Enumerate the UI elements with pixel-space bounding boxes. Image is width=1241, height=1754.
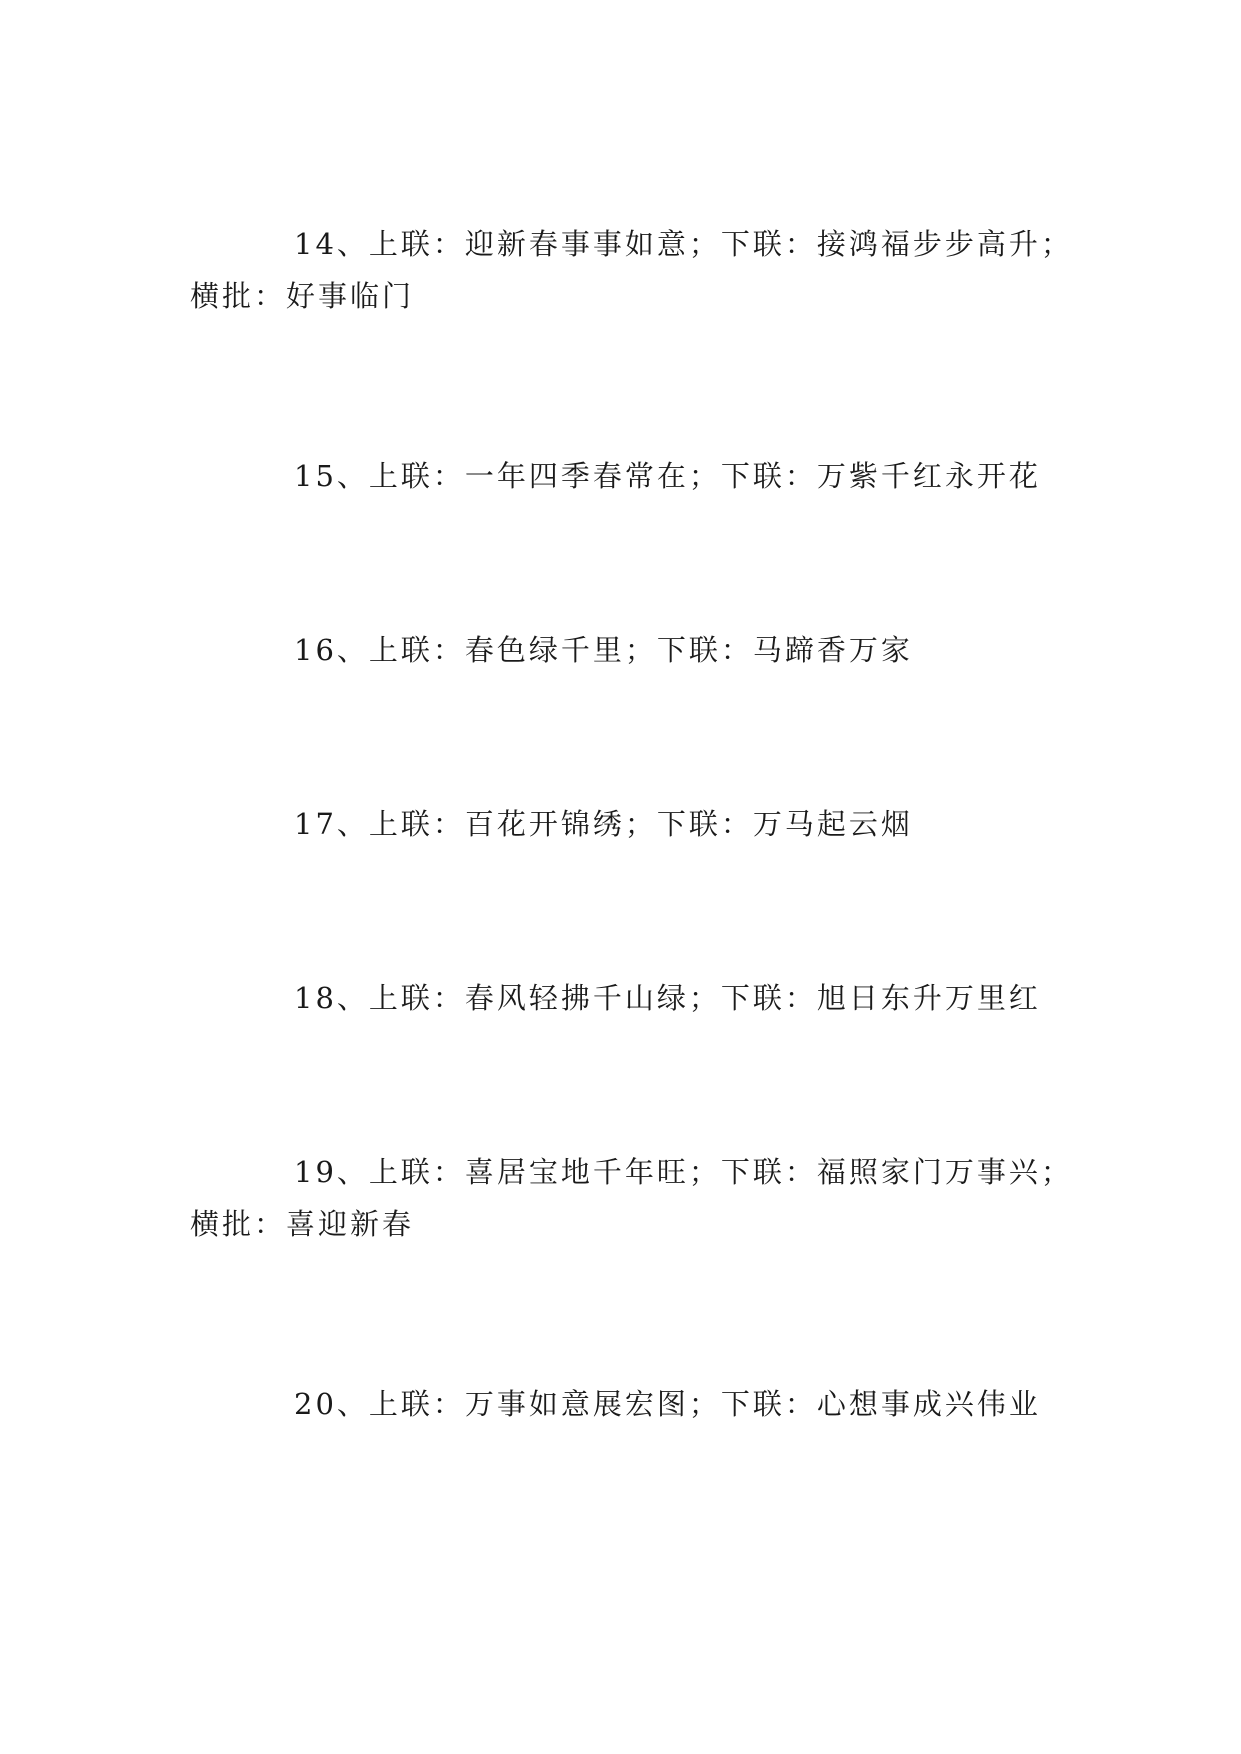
couplet-entry-15 [190,450,1090,502]
couplet-horizontal-scroll: 横批：喜迎新春 [190,1207,415,1241]
couplet-entry-17 [190,798,1090,850]
couplet-line: 17、上联：百花开锦绣；下联：万马起云烟 [294,807,913,841]
couplet-line: 14、上联：迎新春事事如意；下联：接鸿福步步高升； [294,227,1073,261]
couplet-line: 15、上联：一年四季春常在；下联：万紫千红永开花 [294,459,1041,493]
couplet-entry-18 [190,972,1090,1024]
couplet-line: 18、上联：春风轻拂千山绿；下联：旭日东升万里红 [294,981,1041,1015]
couplet-entry-16 [190,624,1090,676]
couplet-line: 19、上联：喜居宝地千年旺；下联：福照家门万事兴； [294,1155,1073,1189]
couplet-entry-20 [190,1378,1090,1430]
couplet-line: 20、上联：万事如意展宏图；下联：心想事成兴伟业 [294,1387,1041,1421]
couplet-line: 16、上联：春色绿千里；下联：马蹄香万家 [294,633,913,667]
couplet-horizontal-scroll: 横批：好事临门 [190,279,415,313]
couplet-entry-14 [190,218,1090,322]
couplet-entry-19 [190,1146,1090,1250]
